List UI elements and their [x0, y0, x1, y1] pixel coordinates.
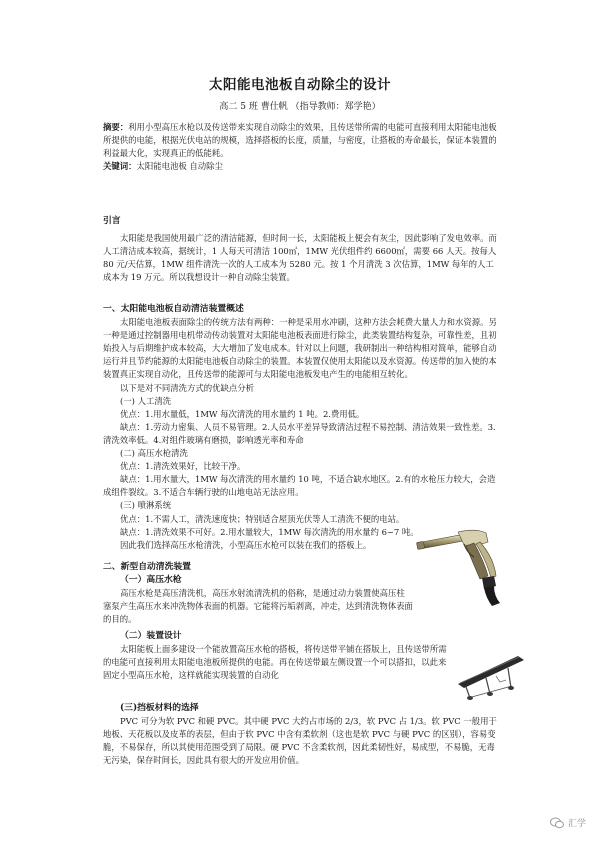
paper-authors: 高二 5 班 曹仕帆 （指导教师：郑学艳） — [219, 102, 381, 112]
method-waterjet-cons: 缺点：1.用水量大，1MW 每次清洗的用水量约 10 吨，不适合缺水地区。2.有的水枪压力较大，会造成组件裂纹。3.不适合车辆行驶的山地电站无法应用。 — [103, 474, 496, 498]
conveyor-belt-icon — [456, 650, 526, 702]
method-manual-cons: 缺点：1.劳动力密集、人员不易管理。2.人员水平差异导致清洁过程不易控制、清洁效果一致性差。3.清洗效率低。4.对组件玻璃有磨损，影响透光率和寿命 — [103, 421, 496, 445]
intro-block — [103, 215, 499, 284]
intro-heading: 引言 — [103, 216, 121, 226]
water-gun-icon — [414, 526, 514, 608]
method-waterjet-pros: 优点：1.清洗效果好，比较干净。 — [120, 461, 246, 472]
section-two-top — [103, 561, 413, 626]
section-two-heading: 二、新型自动清洗装置 — [103, 562, 191, 572]
keywords-label: 关键词： — [103, 161, 137, 172]
conveyor-image — [456, 650, 526, 702]
section-two-material — [103, 702, 499, 767]
method-spray-pros: 优点：1.不需人工，清洗速度快；特别适合屋顶光伏等人工清洗不便的电站。 — [120, 513, 405, 524]
method-manual-pros: 优点：1.用水量低，1MW 每次清洗的用水量约 1 吨。2.费用低。 — [120, 408, 365, 419]
abstract-text: 利用小型高压水枪以及传送带来实现自动除尘的效果，且传送带所需的电能可直接利用太阳能电池板所提供的电能，根据光伏电站的规模，选择搭板的长度，质量，与密度，让搭板的寿命最长，保证本装置的利益最大化，实现真正的低能耗。 — [103, 122, 497, 159]
section-one-paragraph: 太阳能电池板表面除尘的传统方法有两种：一种是采用水冲刷，这种方法会耗费大量人力和水资源。另一种是通过控制器用电机带动传动装置对太阳能电池板表面进行除尘，此类装置结构复杂，可靠性差，且初始投入与后期维护成本较高，大大增加了发电成本。针对以上问题，我研制出一种结构相对简单，能够自动运行并且节约能源的太阳能电池板自动除尘的装置。本装置仅使用太阳能以及水资源。传送带的加入使的本装置真正实现自动化，且传送带的能源可与太阳能电池板发电产生的电能相互转化。 — [103, 317, 497, 380]
abstract-block — [103, 121, 499, 173]
abstract-label: 摘要： — [103, 122, 129, 132]
method-spray-title: (三) 喷淋系统 — [120, 500, 172, 511]
intro-paragraph: 太阳能是我国使用最广泛的清洁能源，但时间一长，太阳能板上便会有灰尘，因此影响了发电效率。而人工清洁成本较高，据统计，1 人每天可清洁 100㎡，1MW 光伏组件约 6600㎡，需要 66 人天。按每人 80 元/天估算，1MW 组件清洗一次的人工成本为 5280 元。按 1 个月清洗 3 次估算，1MW 每年的人工成本为 19 万元。所以我想设计一种自动除尘装置。 — [103, 233, 497, 283]
watermark — [550, 816, 586, 829]
device-design-title: （二）装置设计 — [120, 631, 182, 641]
section-one — [103, 303, 499, 552]
paper-title: 太阳能电池板自动除尘的设计 — [209, 77, 391, 93]
water-gun-title: （一）高压水枪 — [120, 575, 182, 586]
wechat-icon — [550, 817, 564, 829]
method-spray-cons: 缺点：1.清洗效果不可好。2.用水量较大，1MW 每次清洗的用水量约 6~7 吨。 — [120, 526, 419, 537]
water-gun-text: 高压水枪是高压清洗机，高压水射流清洗机的俗称，是通过动力装置使高压柱塞泵产生高压水来冲洗物体表面的机器。它能将污垢剥离，冲走，达到清洗物体表面的目的。 — [103, 588, 413, 625]
section-one-intro-analysis: 以下是对不同清洗方式的优缺点分析 — [120, 382, 254, 393]
section-one-heading: 一、太阳能电池板自动清洁装置概述 — [103, 304, 244, 314]
material-title: (三)挡板材料的选择 — [120, 703, 199, 713]
section-two-device — [103, 630, 453, 682]
water-gun-image — [414, 526, 514, 608]
watermark-text: 汇学 — [567, 819, 586, 829]
material-text: PVC 可分为软 PVC 和硬 PVC。其中硬 PVC 大约占市场的 2/3，软 PVC 占 1/3。软 PVC 一般用于地板、天花板以及皮革的表层，但由于软 PVC 中含有柔软剂（这也是软 PVC 与硬 PVC 的区别），容易变脆，不易保存，所以其使用范围受到了局限。硬 PVC 不含柔软剂，因此柔韧性好，易成型，不易脆，无毒无污染，保存时间长，因此具有很大的开发应用价值。 — [103, 716, 497, 766]
keywords-text: 太阳能电池板 自动除尘 — [136, 161, 223, 172]
device-design-text: 太阳能板上面多建设一个能放置高压水枪的搭板，将传送带平铺在搭版上，且传送带所需的电能可直接利用太阳能电池板所提供的电能。再在传送带最左侧设置一个可以搭扣，以此来固定小型高压水枪，这样就能实现装置的自动化 — [103, 644, 447, 681]
section-one-conclusion: 因此我们选择高压水枪清洗，小型高压水枪可以装在我们的搭板上。 — [120, 539, 372, 550]
method-manual-title: (一) 人工清洗 — [120, 395, 172, 406]
method-waterjet-title: (二) 高压水枪清洗 — [120, 448, 188, 459]
